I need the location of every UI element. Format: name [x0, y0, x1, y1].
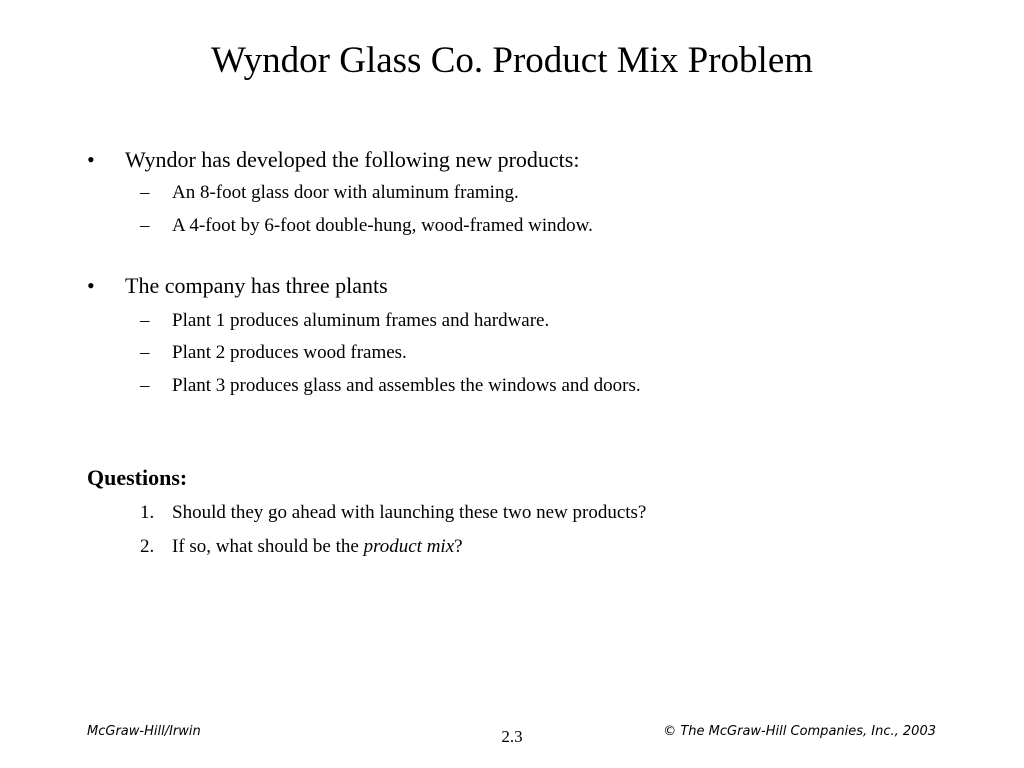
sub-bullet-text: Plant 1 produces aluminum frames and hardware.	[172, 310, 550, 331]
sub-bullet-text: An 8-foot glass door with aluminum framing.	[172, 182, 519, 203]
bullet-marker: •	[87, 147, 95, 172]
sub-bullet-marker: –	[140, 375, 150, 396]
sub-bullet-marker: –	[140, 310, 150, 331]
sub-bullet-marker: –	[140, 182, 150, 203]
question-item	[140, 535, 463, 559]
question-text: If so, what should be the	[172, 536, 364, 557]
footer-copyright: © The McGraw-Hill Companies, Inc., 2003	[663, 724, 936, 739]
sub-bullet-marker: –	[140, 215, 150, 236]
questions-heading: Questions:	[87, 465, 188, 490]
question-number: 2.	[140, 536, 155, 557]
bullet-text: Wyndor has developed the following new products:	[125, 147, 580, 172]
footer-publisher: McGraw-Hill/Irwin	[87, 724, 201, 739]
bullet-item	[87, 272, 388, 300]
sub-bullet-item	[140, 374, 641, 398]
sub-bullet-item	[140, 309, 549, 333]
sub-bullet-text: Plant 3 produces glass and assembles the windows and doors.	[172, 375, 641, 396]
product-mix-term: product mix	[363, 536, 455, 557]
question-text: Should they go ahead with launching these two new products?	[172, 502, 647, 523]
sub-bullet-marker: –	[140, 342, 150, 363]
sub-bullet-item	[140, 341, 407, 365]
question-number: 1.	[140, 502, 155, 523]
slide-title: Wyndor Glass Co. Product Mix Problem	[210, 40, 814, 81]
sub-bullet-text: Plant 2 produces wood frames.	[172, 342, 407, 363]
sub-bullet-item	[140, 181, 519, 205]
bullet-marker: •	[87, 273, 95, 298]
sub-bullet-text: A 4-foot by 6-foot double-hung, wood-framed window.	[172, 215, 593, 236]
sub-bullet-item	[140, 214, 593, 238]
bullet-text: The company has three plants	[125, 273, 388, 298]
bullet-item	[87, 146, 579, 174]
question-item	[140, 501, 646, 525]
slide-number: 2.3	[501, 727, 523, 746]
question-text-end: ?	[454, 536, 463, 557]
